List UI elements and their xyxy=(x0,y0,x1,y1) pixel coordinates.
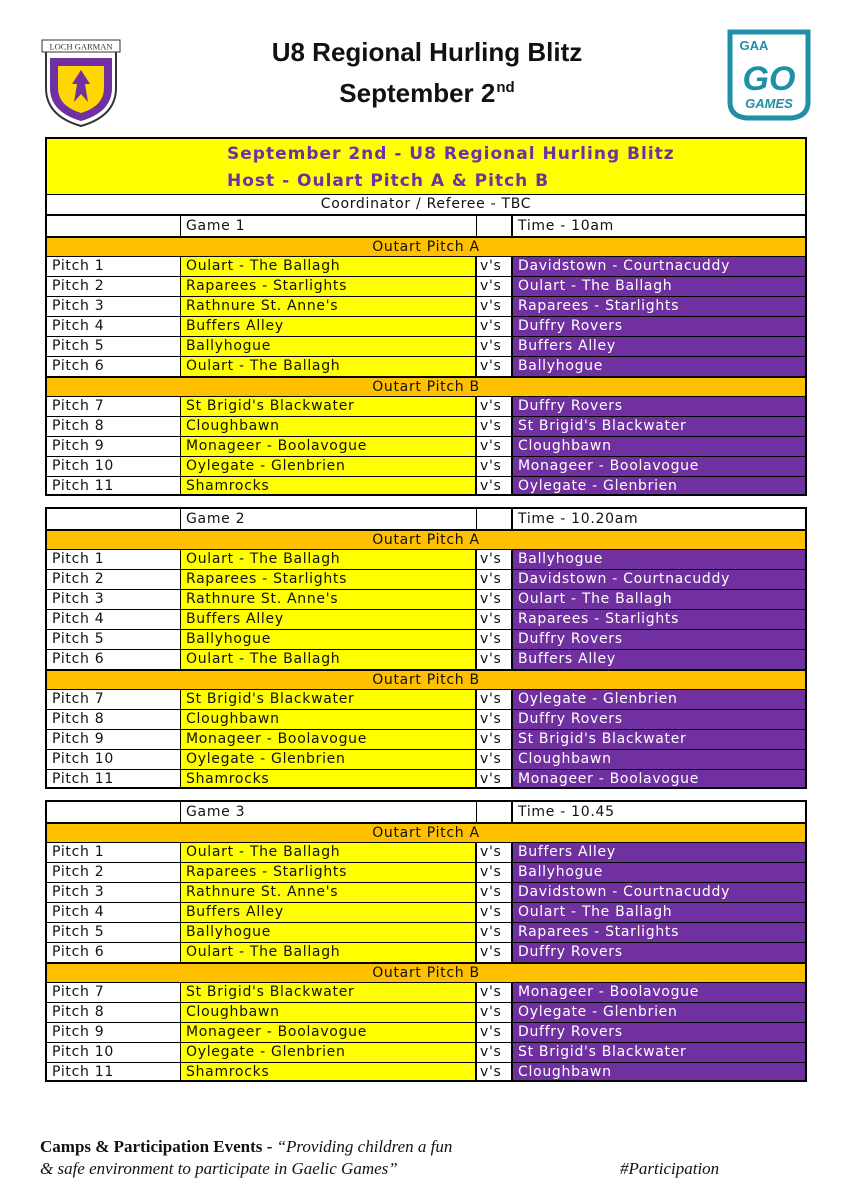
versus-cell: v's xyxy=(477,1003,513,1022)
away-team-cell: Ballyhogue xyxy=(513,863,805,882)
home-team-cell: Shamrocks xyxy=(181,770,477,787)
versus-cell: v's xyxy=(477,257,513,276)
home-team-cell: Oulart - The Ballagh xyxy=(181,843,477,862)
home-team-cell: Rathnure St. Anne's xyxy=(181,297,477,316)
game-header-blank-vs xyxy=(477,802,513,822)
pitch-cell: Pitch 4 xyxy=(47,610,181,629)
versus-cell: v's xyxy=(477,843,513,862)
game-header-blank xyxy=(47,216,181,236)
away-team-cell: Ballyhogue xyxy=(513,550,805,569)
match-row xyxy=(45,769,807,789)
pitch-cell: Pitch 9 xyxy=(47,1023,181,1042)
home-team-cell: Monageer - Boolavogue xyxy=(181,1023,477,1042)
away-team-cell: Monageer - Boolavogue xyxy=(513,983,805,1002)
section-header-row xyxy=(45,376,807,396)
section-title: Outart Pitch A xyxy=(372,239,480,255)
home-team-cell: Raparees - Starlights xyxy=(181,863,477,882)
footer xyxy=(40,1136,820,1180)
match-row xyxy=(45,709,807,729)
title-date-suffix: nd xyxy=(496,79,515,96)
table-heading-line-1: September 2nd - U8 Regional Hurling Blitz xyxy=(227,144,675,164)
pitch-cell: Pitch 9 xyxy=(47,437,181,456)
pitch-cell: Pitch 4 xyxy=(47,903,181,922)
match-row xyxy=(45,729,807,749)
pitch-cell: Pitch 9 xyxy=(47,730,181,749)
match-row xyxy=(45,396,807,416)
home-team-cell: Buffers Alley xyxy=(181,610,477,629)
go-logo-top-text: GAA xyxy=(739,38,769,53)
pitch-cell: Pitch 8 xyxy=(47,710,181,729)
home-team-cell: Oylegate - Glenbrien xyxy=(181,1043,477,1062)
match-row xyxy=(45,549,807,569)
away-team-cell: Cloughbawn xyxy=(513,437,805,456)
match-row xyxy=(45,842,807,862)
versus-cell: v's xyxy=(477,650,513,669)
game-header-blank xyxy=(47,509,181,529)
footer-quote-line-1: “Providing children a fun xyxy=(276,1137,453,1156)
pitch-cell: Pitch 7 xyxy=(47,983,181,1002)
match-row xyxy=(45,749,807,769)
match-row xyxy=(45,982,807,1002)
away-team-cell: Buffers Alley xyxy=(513,337,805,356)
section-title: Outart Pitch B xyxy=(372,965,480,981)
versus-cell: v's xyxy=(477,770,513,787)
section-header-row xyxy=(45,669,807,689)
home-team-cell: St Brigid's Blackwater xyxy=(181,397,477,416)
versus-cell: v's xyxy=(477,730,513,749)
games-container xyxy=(45,214,807,1082)
match-row xyxy=(45,649,807,669)
away-team-cell: St Brigid's Blackwater xyxy=(513,417,805,436)
versus-cell: v's xyxy=(477,417,513,436)
match-row xyxy=(45,316,807,336)
versus-cell: v's xyxy=(477,277,513,296)
home-team-cell: Oylegate - Glenbrien xyxy=(181,750,477,769)
versus-cell: v's xyxy=(477,317,513,336)
game-header-blank-vs xyxy=(477,216,513,236)
away-team-cell: Oylegate - Glenbrien xyxy=(513,477,805,494)
match-row xyxy=(45,1002,807,1022)
home-team-cell: Shamrocks xyxy=(181,477,477,494)
home-team-cell: Buffers Alley xyxy=(181,317,477,336)
table-heading-line-2: Host - Oulart Pitch A & Pitch B xyxy=(227,171,550,191)
title-date: September 2 xyxy=(339,78,496,108)
versus-cell: v's xyxy=(477,750,513,769)
away-team-cell: Raparees - Starlights xyxy=(513,923,805,942)
go-logo-sub-text: GAMES xyxy=(745,96,793,111)
pitch-cell: Pitch 3 xyxy=(47,297,181,316)
away-team-cell: Buffers Alley xyxy=(513,650,805,669)
coordinator-row xyxy=(45,194,807,214)
pitch-cell: Pitch 10 xyxy=(47,457,181,476)
pitch-cell: Pitch 7 xyxy=(47,690,181,709)
match-row xyxy=(45,296,807,316)
pitch-cell: Pitch 1 xyxy=(47,550,181,569)
game-time: Time - 10.45 xyxy=(518,804,615,820)
home-team-cell: Oulart - The Ballagh xyxy=(181,257,477,276)
match-row xyxy=(45,609,807,629)
home-team-cell: Shamrocks xyxy=(181,1063,477,1080)
pitch-cell: Pitch 3 xyxy=(47,590,181,609)
versus-cell: v's xyxy=(477,297,513,316)
fixture-table xyxy=(45,137,807,1082)
home-team-cell: St Brigid's Blackwater xyxy=(181,983,477,1002)
away-team-cell: Davidstown - Courtnacuddy xyxy=(513,257,805,276)
away-team-cell: Duffry Rovers xyxy=(513,317,805,336)
versus-cell: v's xyxy=(477,610,513,629)
match-row xyxy=(45,1042,807,1062)
pitch-cell: Pitch 5 xyxy=(47,630,181,649)
away-team-cell: Duffry Rovers xyxy=(513,1023,805,1042)
home-team-cell: Raparees - Starlights xyxy=(181,570,477,589)
match-row xyxy=(45,902,807,922)
match-row xyxy=(45,456,807,476)
match-row xyxy=(45,356,807,376)
match-row xyxy=(45,689,807,709)
pitch-cell: Pitch 6 xyxy=(47,650,181,669)
game-header-blank xyxy=(47,802,181,822)
home-team-cell: Buffers Alley xyxy=(181,903,477,922)
home-team-cell: Ballyhogue xyxy=(181,337,477,356)
table-heading xyxy=(45,137,807,194)
away-team-cell: Oulart - The Ballagh xyxy=(513,590,805,609)
pitch-cell: Pitch 2 xyxy=(47,570,181,589)
home-team-cell: Oulart - The Ballagh xyxy=(181,650,477,669)
home-team-cell: Monageer - Boolavogue xyxy=(181,730,477,749)
game-label: Game 1 xyxy=(181,216,477,236)
away-team-cell: Duffry Rovers xyxy=(513,710,805,729)
game-header-row xyxy=(45,507,807,529)
match-row xyxy=(45,436,807,456)
away-team-cell: Buffers Alley xyxy=(513,843,805,862)
away-team-cell: Duffry Rovers xyxy=(513,943,805,962)
versus-cell: v's xyxy=(477,883,513,902)
versus-cell: v's xyxy=(477,357,513,376)
match-row xyxy=(45,629,807,649)
title-line-1: U8 Regional Hurling Blitz xyxy=(271,37,583,67)
home-team-cell: St Brigid's Blackwater xyxy=(181,690,477,709)
away-team-cell: Ballyhogue xyxy=(513,357,805,376)
section-title: Outart Pitch B xyxy=(372,672,480,688)
versus-cell: v's xyxy=(477,1043,513,1062)
home-team-cell: Rathnure St. Anne's xyxy=(181,590,477,609)
home-team-cell: Oulart - The Ballagh xyxy=(181,943,477,962)
home-team-cell: Oulart - The Ballagh xyxy=(181,357,477,376)
home-team-cell: Rathnure St. Anne's xyxy=(181,883,477,902)
section-title: Outart Pitch A xyxy=(372,825,480,841)
game-time: Time - 10am xyxy=(518,218,614,234)
home-team-cell: Raparees - Starlights xyxy=(181,277,477,296)
footer-line-1 xyxy=(40,1136,820,1158)
pitch-cell: Pitch 6 xyxy=(47,943,181,962)
away-team-cell: Cloughbawn xyxy=(513,750,805,769)
match-row xyxy=(45,882,807,902)
home-team-cell: Ballyhogue xyxy=(181,923,477,942)
away-team-cell: Cloughbawn xyxy=(513,1063,805,1080)
pitch-cell: Pitch 2 xyxy=(47,863,181,882)
pitch-cell: Pitch 2 xyxy=(47,277,181,296)
versus-cell: v's xyxy=(477,943,513,962)
away-team-cell: Raparees - Starlights xyxy=(513,297,805,316)
game-spacer xyxy=(45,496,807,507)
section-title: Outart Pitch A xyxy=(372,532,480,548)
versus-cell: v's xyxy=(477,477,513,494)
pitch-cell: Pitch 5 xyxy=(47,923,181,942)
versus-cell: v's xyxy=(477,570,513,589)
home-team-cell: Monageer - Boolavogue xyxy=(181,437,477,456)
section-header-row xyxy=(45,529,807,549)
versus-cell: v's xyxy=(477,630,513,649)
footer-lead: Camps & Participation Events - xyxy=(40,1137,277,1156)
match-row xyxy=(45,1022,807,1042)
versus-cell: v's xyxy=(477,437,513,456)
match-row xyxy=(45,862,807,882)
pitch-cell: Pitch 11 xyxy=(47,1063,181,1080)
section-header-row xyxy=(45,962,807,982)
pitch-cell: Pitch 4 xyxy=(47,317,181,336)
section-header-row xyxy=(45,822,807,842)
footer-hashtag: #Participation xyxy=(620,1159,720,1178)
section-title: Outart Pitch B xyxy=(372,379,480,395)
pitch-cell: Pitch 10 xyxy=(47,750,181,769)
pitch-cell: Pitch 10 xyxy=(47,1043,181,1062)
versus-cell: v's xyxy=(477,1023,513,1042)
home-team-cell: Cloughbawn xyxy=(181,417,477,436)
match-row xyxy=(45,256,807,276)
coordinator-text: Coordinator / Referee - TBC xyxy=(320,196,532,212)
versus-cell: v's xyxy=(477,457,513,476)
game-spacer xyxy=(45,789,807,800)
away-team-cell: Oulart - The Ballagh xyxy=(513,903,805,922)
pitch-cell: Pitch 1 xyxy=(47,843,181,862)
versus-cell: v's xyxy=(477,550,513,569)
away-team-cell: Oylegate - Glenbrien xyxy=(513,1003,805,1022)
go-logo-main-text: GO xyxy=(742,60,796,98)
home-team-cell: Cloughbawn xyxy=(181,710,477,729)
away-team-cell: Monageer - Boolavogue xyxy=(513,770,805,787)
crest-text: LOCH GARMAN xyxy=(49,41,113,52)
pitch-cell: Pitch 8 xyxy=(47,417,181,436)
pitch-cell: Pitch 11 xyxy=(47,770,181,787)
away-team-cell: Duffry Rovers xyxy=(513,397,805,416)
versus-cell: v's xyxy=(477,397,513,416)
home-team-cell: Ballyhogue xyxy=(181,630,477,649)
match-row xyxy=(45,1062,807,1082)
versus-cell: v's xyxy=(477,1063,513,1080)
pitch-cell: Pitch 5 xyxy=(47,337,181,356)
home-team-cell: Oylegate - Glenbrien xyxy=(181,457,477,476)
pitch-cell: Pitch 11 xyxy=(47,477,181,494)
versus-cell: v's xyxy=(477,590,513,609)
match-row xyxy=(45,336,807,356)
home-team-cell: Cloughbawn xyxy=(181,1003,477,1022)
versus-cell: v's xyxy=(477,337,513,356)
away-team-cell: Davidstown - Courtnacuddy xyxy=(513,570,805,589)
match-row xyxy=(45,569,807,589)
section-header-row xyxy=(45,236,807,256)
match-row xyxy=(45,276,807,296)
versus-cell: v's xyxy=(477,863,513,882)
versus-cell: v's xyxy=(477,903,513,922)
match-row xyxy=(45,589,807,609)
versus-cell: v's xyxy=(477,983,513,1002)
away-team-cell: Raparees - Starlights xyxy=(513,610,805,629)
pitch-cell: Pitch 8 xyxy=(47,1003,181,1022)
game-label: Game 3 xyxy=(181,802,477,822)
pitch-cell: Pitch 6 xyxy=(47,357,181,376)
pitch-cell: Pitch 3 xyxy=(47,883,181,902)
game-header-blank-vs xyxy=(477,509,513,529)
away-team-cell: Oylegate - Glenbrien xyxy=(513,690,805,709)
pitch-cell: Pitch 7 xyxy=(47,397,181,416)
match-row xyxy=(45,922,807,942)
away-team-cell: Oulart - The Ballagh xyxy=(513,277,805,296)
versus-cell: v's xyxy=(477,710,513,729)
game-time: Time - 10.20am xyxy=(518,511,639,527)
versus-cell: v's xyxy=(477,690,513,709)
away-team-cell: St Brigid's Blackwater xyxy=(513,730,805,749)
footer-quote-line-2: & safe environment to participate in Gaelic Games” xyxy=(40,1159,398,1178)
home-team-cell: Oulart - The Ballagh xyxy=(181,550,477,569)
away-team-cell: St Brigid's Blackwater xyxy=(513,1043,805,1062)
versus-cell: v's xyxy=(477,923,513,942)
game-header-row xyxy=(45,214,807,236)
away-team-cell: Davidstown - Courtnacuddy xyxy=(513,883,805,902)
game-label: Game 2 xyxy=(181,509,477,529)
pitch-cell: Pitch 1 xyxy=(47,257,181,276)
go-games-logo xyxy=(722,24,816,124)
match-row xyxy=(45,942,807,962)
away-team-cell: Monageer - Boolavogue xyxy=(513,457,805,476)
match-row xyxy=(45,476,807,496)
game-header-row xyxy=(45,800,807,822)
match-row xyxy=(45,416,807,436)
away-team-cell: Duffry Rovers xyxy=(513,630,805,649)
